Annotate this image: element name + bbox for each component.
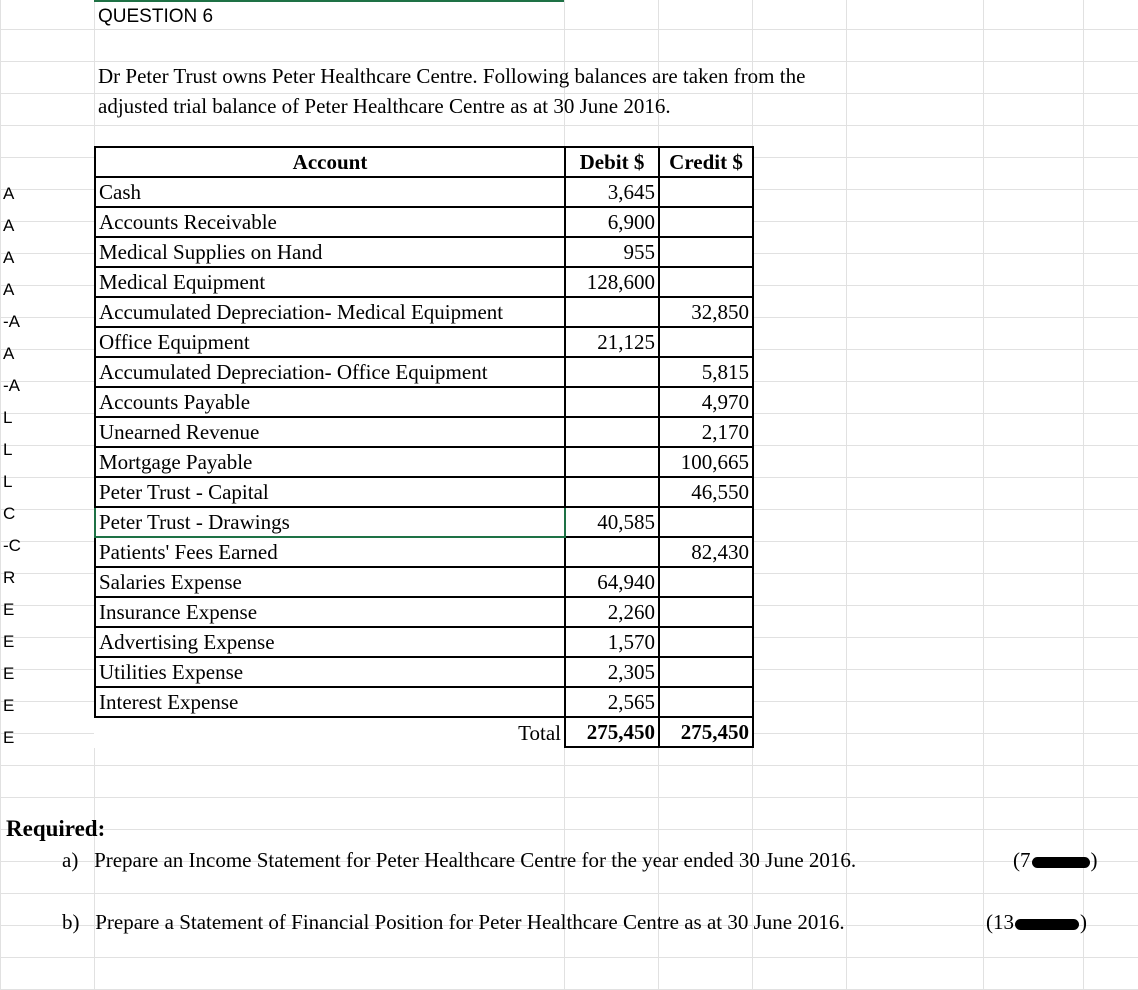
account-cell[interactable]: Unearned Revenue — [95, 417, 565, 447]
trial-balance-table — [94, 146, 754, 748]
intro-line-1: Dr Peter Trust owns Peter Healthcare Centre. Following balances are taken from the — [98, 64, 806, 88]
account-cell[interactable]: Peter Trust - Capital — [95, 477, 565, 507]
account-cell[interactable]: Patients' Fees Earned — [95, 537, 565, 567]
requirement-a[interactable]: a) Prepare an Income Statement for Peter Healthcare Centre for the year ended 30 June 2016. — [62, 848, 857, 872]
table-row — [95, 597, 753, 627]
table-row — [95, 447, 753, 477]
credit-cell[interactable] — [659, 267, 753, 297]
credit-cell[interactable] — [659, 687, 753, 717]
credit-cell[interactable]: 2,170 — [659, 417, 753, 447]
table-row — [95, 207, 753, 237]
account-type-code[interactable]: A — [3, 280, 15, 299]
account-type-code[interactable]: -C — [3, 536, 21, 555]
debit-cell[interactable]: 64,940 — [565, 567, 659, 597]
table-row — [95, 267, 753, 297]
account-type-code[interactable]: E — [3, 632, 15, 651]
account-type-code[interactable]: L — [3, 408, 13, 427]
marks-b-prefix: (13 — [986, 910, 1014, 934]
table-row — [95, 477, 753, 507]
table-row — [95, 687, 753, 717]
credit-cell[interactable]: 82,430 — [659, 537, 753, 567]
account-type-code[interactable]: -A — [3, 312, 20, 331]
account-cell[interactable]: Accounts Payable — [95, 387, 565, 417]
account-cell[interactable]: Office Equipment — [95, 327, 565, 357]
account-cell[interactable]: Accounts Receivable — [95, 207, 565, 237]
credit-cell[interactable]: 100,665 — [659, 447, 753, 477]
table-row — [95, 567, 753, 597]
total-label[interactable]: Total — [95, 717, 565, 747]
table-row — [95, 177, 753, 207]
table-row — [95, 327, 753, 357]
credit-cell[interactable] — [659, 237, 753, 267]
account-cell[interactable]: Peter Trust - Drawings — [95, 507, 565, 537]
marks-b[interactable] — [986, 910, 1087, 935]
account-type-code[interactable]: E — [3, 664, 15, 683]
credit-cell[interactable] — [659, 567, 753, 597]
debit-cell[interactable]: 21,125 — [565, 327, 659, 357]
question-title[interactable]: QUESTION 6 — [98, 6, 214, 27]
credit-cell[interactable] — [659, 507, 753, 537]
debit-cell[interactable] — [565, 447, 659, 477]
debit-cell[interactable]: 2,305 — [565, 657, 659, 687]
account-cell[interactable]: Utilities Expense — [95, 657, 565, 687]
table-row — [95, 297, 753, 327]
marks-b-suffix: ) — [1080, 910, 1087, 934]
account-type-code[interactable]: C — [3, 504, 16, 523]
account-type-code[interactable]: L — [3, 472, 13, 491]
table-row — [95, 237, 753, 267]
header-debit[interactable]: Debit $ — [565, 147, 659, 177]
total-row — [95, 717, 753, 747]
table-row — [95, 507, 753, 537]
debit-cell[interactable]: 40,585 — [565, 507, 659, 537]
account-cell[interactable]: Insurance Expense — [95, 597, 565, 627]
table-row — [95, 357, 753, 387]
account-type-code[interactable]: R — [3, 568, 16, 587]
header-credit[interactable]: Credit $ — [659, 147, 753, 177]
account-cell[interactable]: Salaries Expense — [95, 567, 565, 597]
credit-cell[interactable]: 32,850 — [659, 297, 753, 327]
debit-cell[interactable]: 6,900 — [565, 207, 659, 237]
account-type-code[interactable]: A — [3, 216, 15, 235]
credit-cell[interactable] — [659, 327, 753, 357]
debit-cell[interactable] — [565, 417, 659, 447]
account-cell[interactable]: Advertising Expense — [95, 627, 565, 657]
credit-cell[interactable]: 5,815 — [659, 357, 753, 387]
account-type-code[interactable]: A — [3, 344, 15, 363]
table-row — [95, 657, 753, 687]
debit-cell[interactable]: 2,565 — [565, 687, 659, 717]
marks-a[interactable] — [1013, 848, 1098, 873]
header-account[interactable]: Account — [95, 147, 565, 177]
credit-cell[interactable] — [659, 177, 753, 207]
account-cell[interactable]: Accumulated Depreciation- Medical Equipment — [95, 297, 565, 327]
debit-cell[interactable] — [565, 477, 659, 507]
requirement-b[interactable]: b) Prepare a Statement of Financial Position for Peter Healthcare Centre as at 30 June 2016. — [62, 910, 845, 934]
debit-cell[interactable]: 3,645 — [565, 177, 659, 207]
table-row — [95, 417, 753, 447]
redaction-mark — [1015, 919, 1079, 930]
credit-cell[interactable] — [659, 657, 753, 687]
credit-cell[interactable] — [659, 207, 753, 237]
debit-cell[interactable] — [565, 537, 659, 567]
debit-cell[interactable] — [565, 357, 659, 387]
total-credit[interactable]: 275,450 — [659, 717, 753, 747]
debit-cell[interactable]: 128,600 — [565, 267, 659, 297]
account-cell[interactable]: Interest Expense — [95, 687, 565, 717]
account-cell[interactable]: Accumulated Depreciation- Office Equipment — [95, 357, 565, 387]
table-row — [95, 387, 753, 417]
account-type-code[interactable]: A — [3, 248, 15, 267]
redaction-mark — [1032, 857, 1090, 868]
debit-cell[interactable] — [565, 387, 659, 417]
account-type-code[interactable]: A — [3, 184, 15, 203]
credit-cell[interactable] — [659, 627, 753, 657]
table-header-row — [95, 147, 753, 177]
table-row — [95, 537, 753, 567]
account-cell[interactable]: Medical Supplies on Hand — [95, 237, 565, 267]
account-cell[interactable]: Mortgage Payable — [95, 447, 565, 477]
debit-cell[interactable]: 1,570 — [565, 627, 659, 657]
debit-cell[interactable] — [565, 297, 659, 327]
debit-cell[interactable]: 2,260 — [565, 597, 659, 627]
account-type-code[interactable]: E — [3, 728, 15, 747]
account-type-code[interactable]: L — [3, 440, 13, 459]
table-row — [95, 627, 753, 657]
intro-line-2: adjusted trial balance of Peter Healthcare Centre as at 30 June 2016. — [98, 94, 671, 118]
account-type-code[interactable]: -A — [3, 376, 20, 395]
active-cell-border — [94, 0, 564, 2]
credit-cell[interactable]: 46,550 — [659, 477, 753, 507]
marks-a-suffix: ) — [1090, 848, 1098, 872]
credit-cell[interactable]: 4,970 — [659, 387, 753, 417]
account-type-code[interactable]: E — [3, 600, 15, 619]
intro-text[interactable] — [98, 61, 998, 121]
account-cell[interactable]: Cash — [95, 177, 565, 207]
account-type-code[interactable]: E — [3, 696, 15, 715]
account-cell[interactable]: Medical Equipment — [95, 267, 565, 297]
marks-a-prefix: (7 — [1013, 848, 1031, 872]
required-heading[interactable]: Required: — [6, 816, 106, 841]
total-debit[interactable]: 275,450 — [565, 717, 659, 747]
credit-cell[interactable] — [659, 597, 753, 627]
debit-cell[interactable]: 955 — [565, 237, 659, 267]
